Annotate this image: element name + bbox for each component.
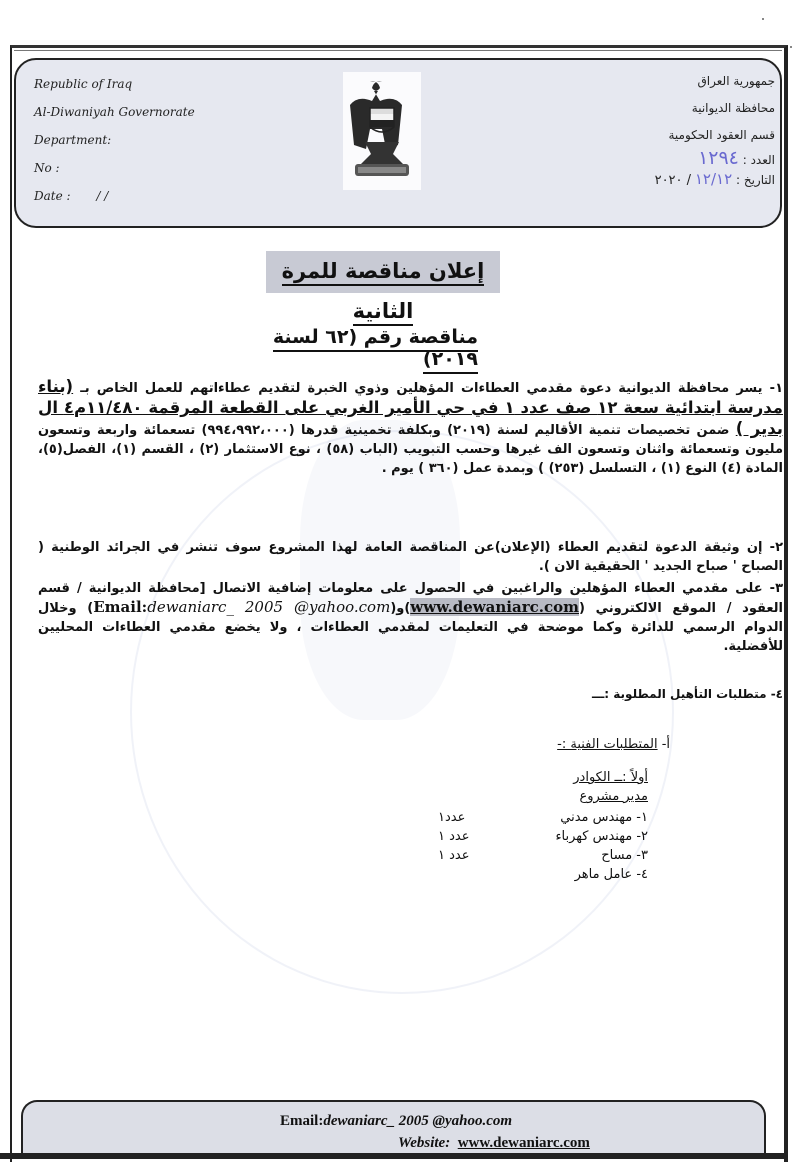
footer-email[interactable]: [280, 1113, 512, 1130]
scan-speck: [762, 18, 764, 20]
staff-count: عدد١: [438, 810, 466, 825]
date-year: / ٢٠٢٠: [654, 173, 692, 188]
tender-number: [228, 326, 478, 370]
p3-email-label: Email:: [93, 598, 148, 616]
date-label-en: [34, 182, 195, 210]
date-label-ar: التاريخ :: [735, 173, 775, 187]
p3-website-link[interactable]: [410, 598, 579, 616]
footer-rule: [0, 1153, 788, 1159]
staff-row: [438, 808, 648, 827]
number-label-en: No :: [34, 161, 60, 175]
number-line: [655, 149, 775, 169]
p3-rest: ) وخلال الدوام الرسمي للدائرة وكما موضحة في التعليمات لمقدمي العطاءات ، ولا يخضع مقدمي العطاءات المحليين للأفضلية.: [38, 601, 783, 654]
p1-project-name: (بناء مدرسة ابتدائية سعة ١٢ صف عدد ١ في حي الأمير الغربي على القطعة المرقمة ١١/٤٨٠م٤ ال بدير ): [38, 377, 784, 438]
footer-email-value[interactable]: dewaniarc_ 2005 @yahoo.com: [323, 1113, 513, 1129]
footer-website-label: Website:: [398, 1135, 451, 1151]
country-ar: جمهورية العراق: [697, 74, 775, 88]
paragraph-3: [38, 579, 783, 656]
document-title-text: إعلان مناقصة للمرة الثانية: [282, 259, 485, 326]
staff-count: عدد ١: [438, 829, 470, 844]
staff-name: ٣- مساح: [601, 848, 648, 863]
section-a-prefix: أ-: [657, 737, 670, 752]
department-ar: قسم العقود الحكومية: [668, 128, 775, 142]
p3-email[interactable]: [93, 598, 390, 616]
department-label-en: Department:: [34, 133, 112, 147]
staff-row: [438, 865, 648, 884]
p1-intro: ١- يسر محافظة الديوانية دعوة مقدمي العطاءات المؤهلين وذوي الخبرة لتقديم عطاءاتهم للعمل الخاص بـ: [73, 381, 783, 396]
staff-name: ١- مهندس مدني: [560, 810, 648, 825]
footer-website[interactable]: [398, 1135, 590, 1152]
staff-count: [438, 865, 528, 884]
document-title: [266, 251, 500, 323]
date-blank: / /: [96, 189, 109, 203]
staff-name: ٤- عامل ماهر: [574, 867, 648, 882]
staff-name: ٢- مهندس كهرباء: [555, 829, 648, 844]
date-value-handwritten: ١٢/١٢: [694, 170, 733, 188]
paragraph-4: ٤- متطلبات التأهيل المطلوبة :ـــ: [591, 687, 783, 701]
emblem: [343, 72, 421, 190]
country-en: Republic of Iraq: [34, 77, 133, 91]
number-value-handwritten: ١٢٩٤: [698, 147, 739, 169]
staff-list: [438, 808, 648, 884]
technical-requirements-heading: [557, 737, 670, 752]
paragraph-1: [38, 377, 783, 478]
staff-row: [438, 827, 648, 846]
date-label-text: Date :: [34, 189, 71, 203]
letterhead-english: [34, 70, 195, 210]
section-a-title: المتطلبات الفنية :-: [557, 737, 658, 752]
footer-website-link[interactable]: www.dewaniarc.com: [457, 1135, 590, 1151]
number-label-ar: العدد :: [742, 153, 775, 167]
paragraph-2: ٢- إن وثيقة الدعوة لتقديم العطاء (الإعلان)عن المناقصة العامة لهذا المشروع سوف تنشر في الجرائد الوطنية ( الصباح ' صباح الجديد ' الحقيقية الان ).: [38, 540, 783, 574]
p3-connector: )و(: [390, 601, 411, 616]
governorate-ar: محافظة الديوانية: [691, 101, 775, 115]
footer-email-label: Email:: [280, 1113, 324, 1129]
p3-intro: ٣- على مقدمي العطاء المؤهلين والراغبين في الحصول على معلومات إضافية الاتصال [محافظة الديوانية / قسم العقود / الموقع الالكتروني (: [38, 581, 784, 616]
p3-website-text[interactable]: www.dewaniarc.com: [410, 598, 579, 616]
staff-count: عدد ١: [438, 848, 470, 863]
project-manager-label: مدير مشروع: [579, 789, 648, 804]
scan-speck: [790, 46, 792, 48]
tender-number-text: مناقصة رقم (٦٢ لسنة ٢٠١٩): [273, 326, 478, 374]
p1-rest: ضمن تخصيصات تنمية الأقاليم لسنة (٢٠١٩) وبكلفة تخمينية قدرها (٩٩٤،٩٩٢،٠٠٠) تسعمائة واربعة وتسعون مليون وتسعمائة واثنان وتسعون الف غيرها وحسب التبويب (الباب (٥٨) ، نوع الاستثمار (٢) ، القسم (١)، الفصل(٥)، المادة (٤) النوع (١) ، التسلسل (٢٥٣) ) وبمدة عمل (٣٦٠ ) يوم .: [38, 423, 784, 476]
governorate-en: Al-Diwaniyah Governorate: [34, 105, 195, 119]
letterhead-arabic: [655, 68, 775, 191]
date-line: [655, 169, 775, 191]
cadres-heading: أولاً :ــ الكوادر: [573, 770, 648, 785]
p3-email-value[interactable]: dewaniarc_ 2005 @yahoo.com: [147, 598, 391, 616]
staff-row: [438, 846, 648, 865]
eagle-emblem-icon: [343, 72, 421, 190]
